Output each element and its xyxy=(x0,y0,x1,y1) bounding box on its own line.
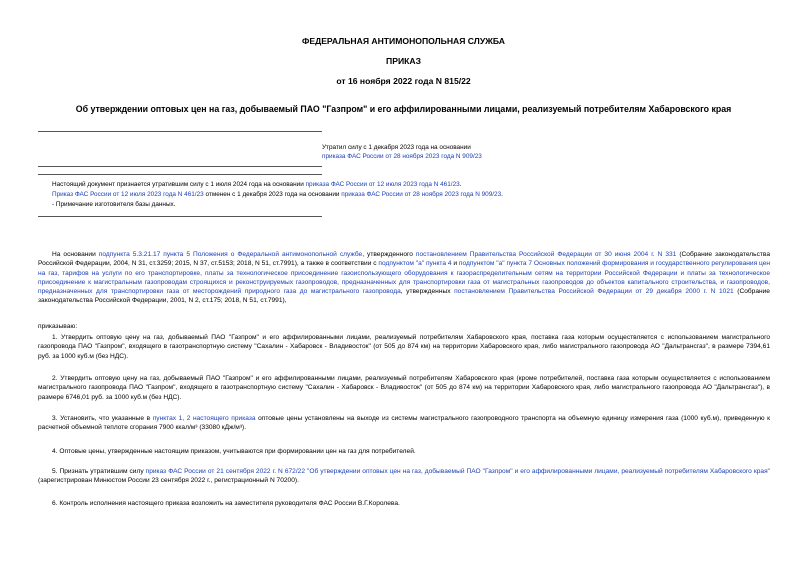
legal-link[interactable]: приказ ФАС России от 21 сентября 2022 г. N 672/22 "Об утверждении оптовых цен на газ, добываемый ПАО "Газпром" и его аффилированными лицами, реализуемый потребителям Хабаровского края" xyxy=(145,468,770,475)
order-item-4: 4. Оптовые цены, утвержденные настоящим приказом, учитываются при формировании цен на газ для потребителей. xyxy=(52,448,416,455)
notice-link[interactable]: приказа ФАС России от 28 ноября 2023 года N 909/23 xyxy=(341,191,502,198)
notice-block xyxy=(52,180,752,209)
legal-link[interactable]: пунктах 1, 2 настоящего приказа xyxy=(152,415,256,422)
agency-name: ФЕДЕРАЛЬНАЯ АНТИМОНОПОЛЬНАЯ СЛУЖБА xyxy=(302,36,505,46)
legal-link[interactable]: подпунктом "а" пункта 7 Основных положений формирования и государственного регулирования цен на газ, тарифов на услуги по его транспортировке, платы за технологическое присоединение газоиспользующего оборудования к газораспределительным сетям на территории Российской Федерации и платы за технологическое присоединение к магистральным газопроводам строящихся и реконструируемых газопроводов, предназначенных для транспортировки газа от магистральных газопроводов до объектов капитального строительства, и газопроводов, предназначенных для транспортировки газа от месторождений природного газа до магистрального газопровода xyxy=(38,260,771,296)
divider xyxy=(38,174,322,175)
order-item-5: 5. Признать утратившим силу приказ ФАС России от 21 сентября 2022 г. N 672/22 "Об утверждении оптовых цен на газ, добываемый ПАО "Газпром" и его аффилированными лицами, реализуемый потребителям Хабаровского края" (зарегистрирован Минюстом России 23 сентября 2022 г., регистрационный N 70200). xyxy=(38,468,770,485)
notice-line: Настоящий документ признается утратившим силу с 1 июля 2024 года на основании приказа ФАС России от 12 июля 2023 года N 461/23. xyxy=(52,181,462,188)
divider xyxy=(38,216,322,217)
order-item-6: 6. Контроль исполнения настоящего приказа возложить на заместителя руководителя ФАС России В.Г.Королева. xyxy=(52,500,400,507)
legal-link[interactable]: постановлением Правительства Российской Федерации от 30 июня 2004 г. N 331 xyxy=(415,251,677,258)
document-title: Об утверждении оптовых цен на газ, добываемый ПАО "Газпром" и его аффилированными лицами, реализуемый потребителям Хабаровского края xyxy=(75,104,732,114)
legal-link[interactable]: подпункта 5.3.21.17 пункта 5 Положения о Федеральной антимонопольной службе xyxy=(98,251,363,258)
status-text xyxy=(322,143,722,161)
document-type: ПРИКАЗ xyxy=(386,56,421,66)
divider xyxy=(38,166,322,167)
prikazyvayu-label: приказываю: xyxy=(38,323,78,330)
document-date-number: от 16 ноября 2022 года N 815/22 xyxy=(336,76,471,86)
notice-link[interactable]: приказа ФАС России от 12 июля 2023 года N 461/23 xyxy=(305,181,460,188)
status-link[interactable]: приказа ФАС России от 28 ноября 2023 года N 909/23 xyxy=(322,153,482,160)
legal-link[interactable]: подпунктом "а" пункта 4 xyxy=(378,260,452,268)
order-item-3: 3. Установить, что указанные в пунктах 1, 2 настоящего приказа оптовые цены установлены на выходе из системы магистрального газопроводного транспорта на объемную единицу измерения газа (1000 куб.м), приведенную к расчетной объемной теплоте сгорания 7900 ккал/м³ (33080 кДж/м³). xyxy=(38,415,771,432)
notice-line: Приказ ФАС России от 12 июля 2023 года N 461/23 отменен с 1 декабря 2023 года на основании приказа ФАС России от 28 ноября 2023 года N 909/23. xyxy=(52,191,503,198)
notice-note: - Примечание изготовителя базы данных. xyxy=(52,201,176,208)
divider xyxy=(38,131,322,132)
notice-link[interactable]: Приказ ФАС России от 12 июля 2023 года N 461/23 xyxy=(52,191,204,198)
order-item-1: 1. Утвердить оптовую цену на газ, добываемый ПАО "Газпром" и его аффилированными лицами, реализуемый потребителям Хабаровского края, поставка газа которым осуществляется с использованием магистрального газопровода ПАО "Газпром", входящего в газотранспортную систему "Сахалин - Хабаровск - Владивосток" (от 505 до 874 км) на территории Хабаровского края, либо магистрального газопровода АО "Дальтрансгаз", в размере 7394,61 руб. за 1000 куб.м (без НДС). xyxy=(38,334,770,360)
status-line: Утратил силу с 1 декабря 2023 года на основании xyxy=(322,144,471,151)
preamble-paragraph: На основании подпункта 5.3.21.17 пункта 5 Положения о Федеральной антимонопольной службе, утвержденного постановлением Правительства Российской Федерации от 30 июня 2004 г. N 331 (Собрание законодательства Российской Федерации, 2004, N 31, ст.3259; 2015, N 37, ст.5153; 2018, N 51, ст.7991), а также в соответствии с подпунктом "а" пункта 4 и подпунктом "а" пункта 7 Основных положений формирования и государственного регулирования цен на газ, тарифов на услуги по его транспортировке, платы за технологическое присоединение газоиспользующего оборудования к газораспределительным сетям на территории Российской Федерации и платы за технологическое присоединение к магистральным газопроводам строящихся и реконструируемых газопроводов, предназначенных для транспортировки газа от магистральных газопроводов до объектов капитального строительства, и газопроводов, предназначенных для транспортировки газа от месторождений природного газа до магистрального газопровода, утвержденных постановлением Правительства Российской Федерации от 29 декабря 2000 г. N 1021 (Собрание законодательства Российской Федерации, 2001, N 2, ст.175; 2018, N 51, ст.7991), xyxy=(38,251,771,305)
legal-link[interactable]: постановлением Правительства Российской Федерации от 29 декабря 2000 г. N 1021 xyxy=(454,288,734,296)
order-item-2: 2. Утвердить оптовую цену на газ, добываемый ПАО "Газпром" и его аффилированными лицами, реализуемый потребителям Хабаровского края (кроме потребителей, поставка газа которым осуществляется с использованием магистрального газопровода ПАО "Газпром", входящего в газотранспортную систему "Сахалин - Хабаровск - Владивосток" (от 505 до 874 км) на территории Хабаровского края, либо магистрального газопровода АО "Дальтрансгаз"), в размере 6746,01 руб. за 1000 куб.м (без НДС). xyxy=(38,375,770,401)
